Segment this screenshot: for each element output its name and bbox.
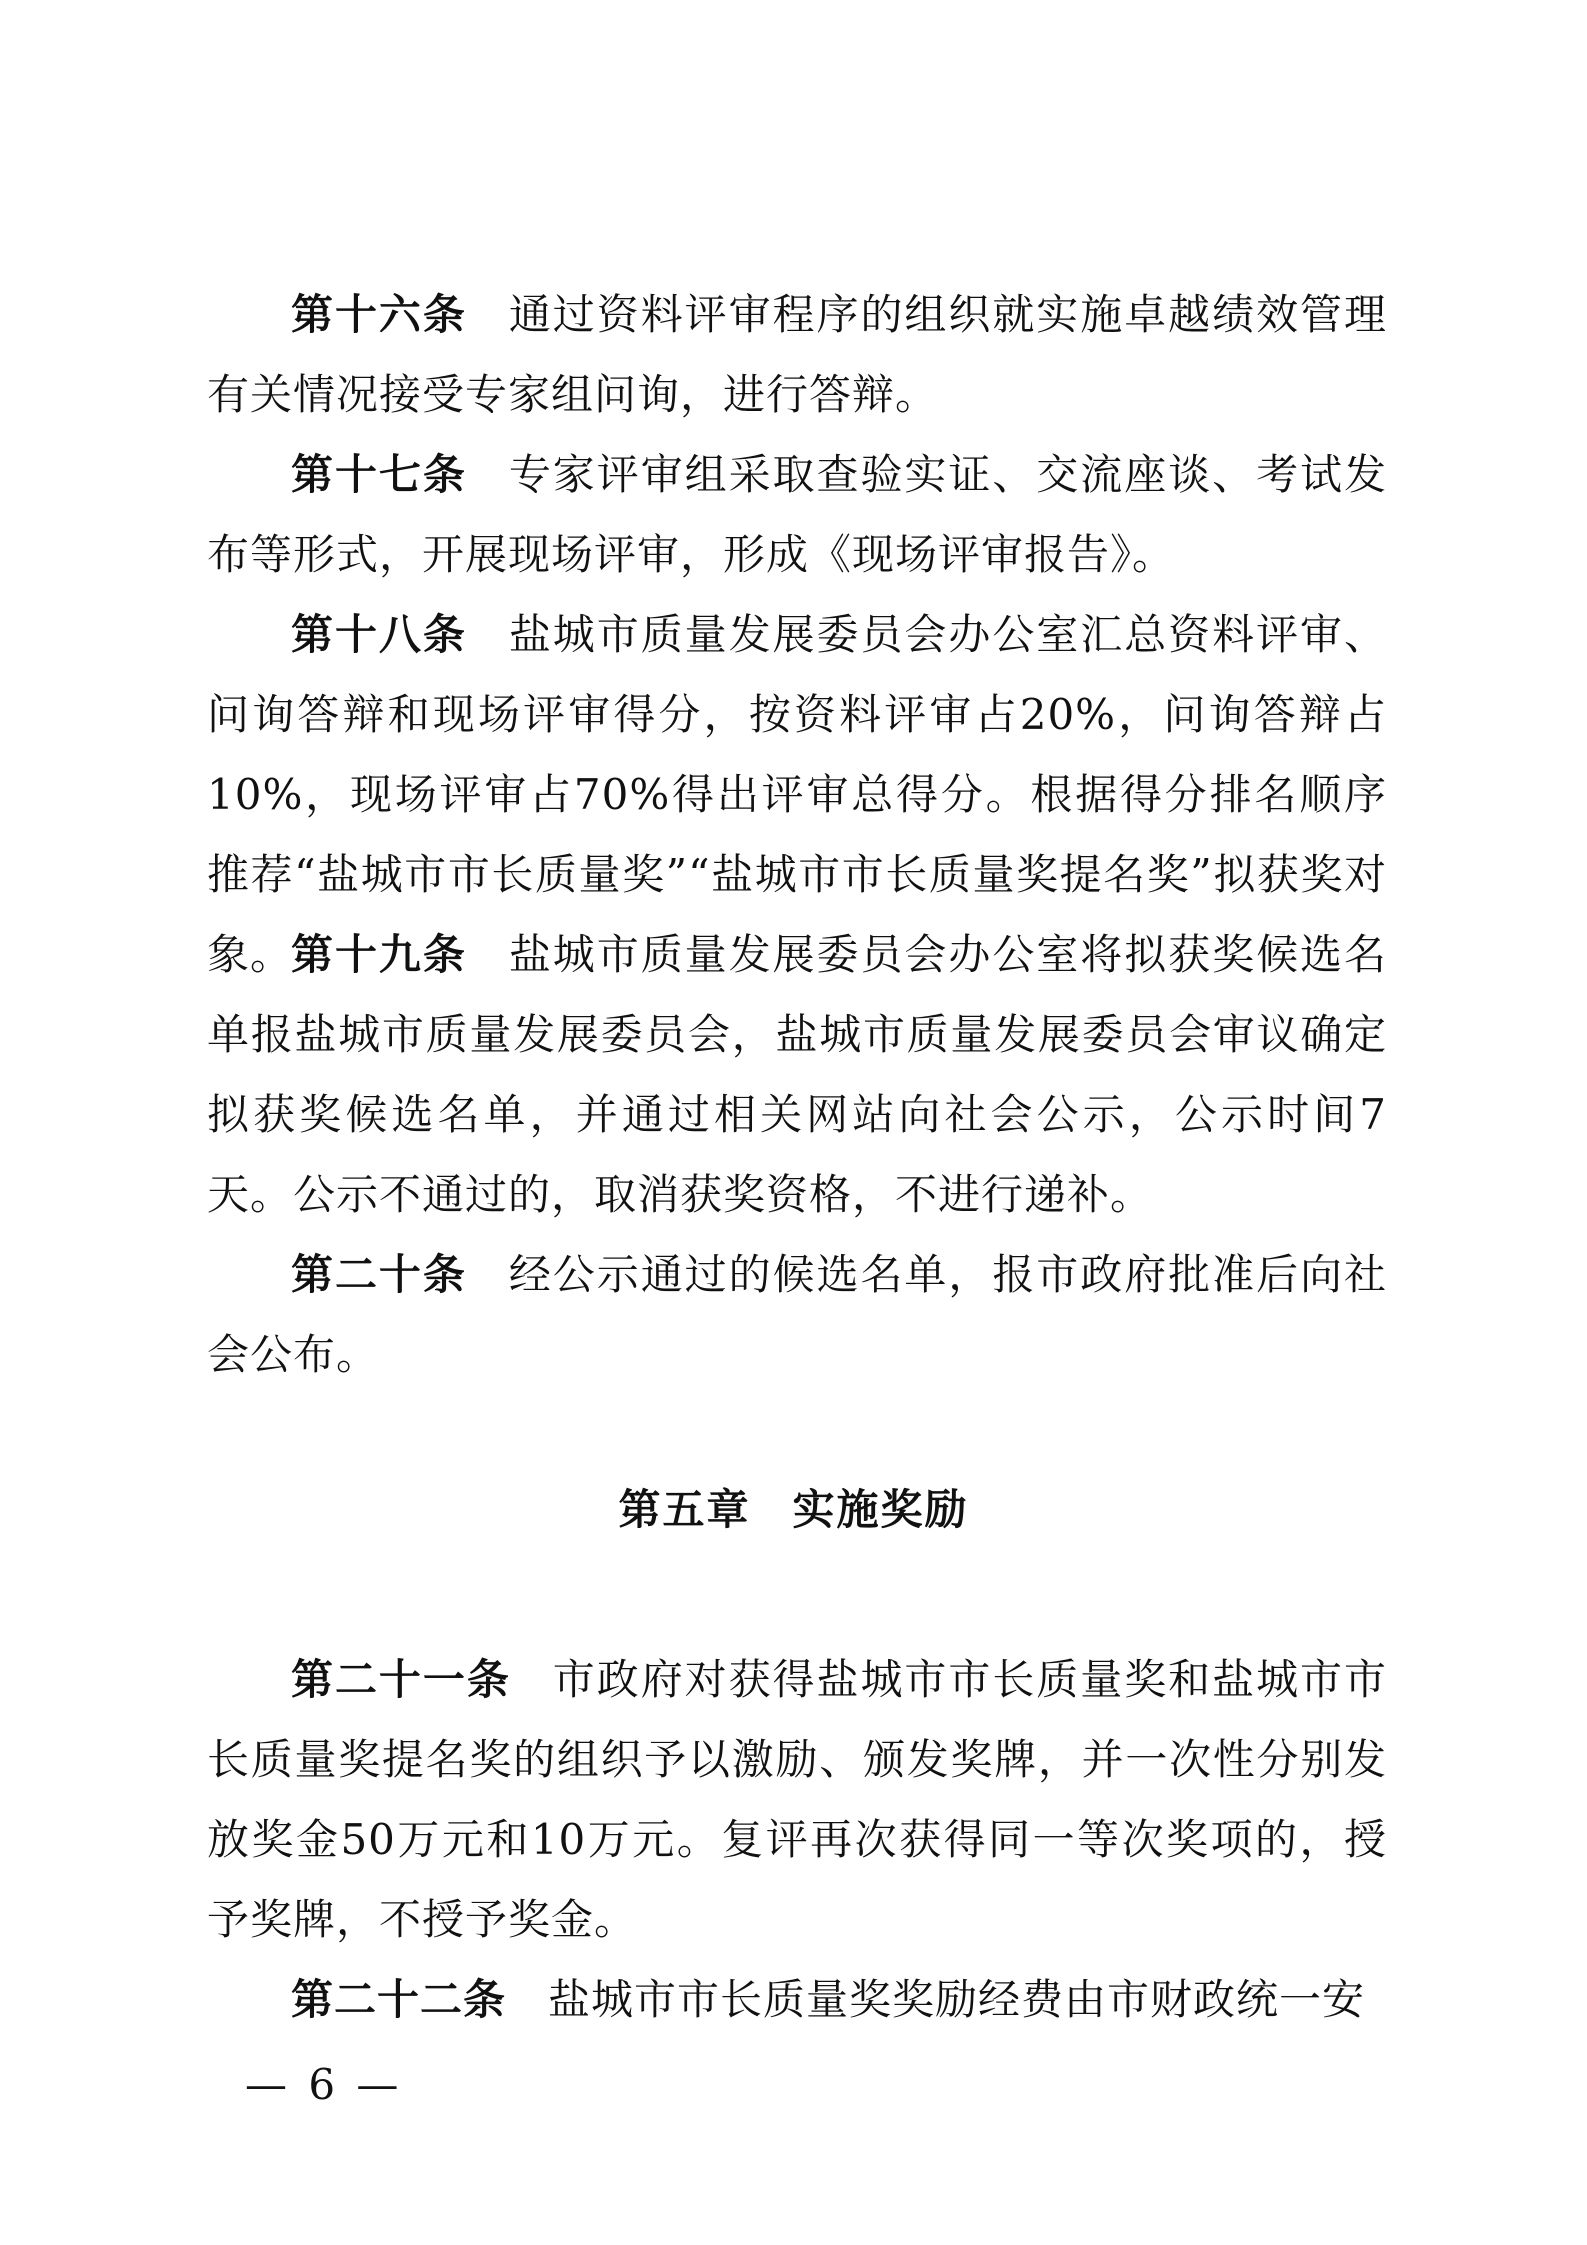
chapter-number: 第五章 bbox=[618, 1485, 751, 1534]
article-number: 第二十一条 bbox=[291, 1655, 511, 1704]
article-number: 第十七条 bbox=[291, 450, 467, 499]
article-19 bbox=[207, 915, 1387, 1235]
chapter-title-text: 实施奖励 bbox=[792, 1485, 969, 1534]
chapter-heading bbox=[0, 1470, 1587, 1550]
article-text: 通过资料评审程序的组织就实施卓越绩效管理有关情况接受专家组问询，进行答辩。 bbox=[207, 290, 1387, 419]
article-text: 经公示通过的候选名单，报市政府批准后向社会公布。 bbox=[207, 1250, 1387, 1379]
article-text: 盐城市质量发展委员会办公室将拟获奖候选名单报盐城市质量发展委员会，盐城市质量发展委员会审议确定拟获奖候选名单，并通过相关网站向社会公示，公示时间7天。公示不通过的，取消获奖资格，不进行递补。 bbox=[207, 930, 1387, 1219]
article-number: 第二十条 bbox=[291, 1250, 467, 1299]
article-text: 盐城市市长质量奖奖励经费由市财政统一安 bbox=[548, 1975, 1366, 2024]
article-17 bbox=[207, 435, 1387, 595]
article-text: 市政府对获得盐城市市长质量奖和盐城市市长质量奖提名奖的组织予以激励、颁发奖牌，并一次性分别发放奖金50万元和10万元。复评再次获得同一等次奖项的，授予奖牌，不授予奖金。 bbox=[207, 1655, 1387, 1944]
article-16 bbox=[207, 275, 1387, 435]
article-20 bbox=[207, 1235, 1387, 1395]
article-number: 第十九条 bbox=[291, 930, 467, 979]
article-number: 第二十二条 bbox=[291, 1975, 507, 2024]
article-text: 专家评审组采取查验实证、交流座谈、考试发布等形式，开展现场评审，形成《现场评审报告》。 bbox=[207, 450, 1387, 579]
article-number: 第十六条 bbox=[291, 290, 467, 339]
article-number: 第十八条 bbox=[291, 610, 467, 659]
page-number: — 6 — bbox=[245, 2060, 403, 2109]
article-22 bbox=[207, 1960, 1387, 2040]
article-21 bbox=[207, 1640, 1387, 1960]
article-text: 盐城市质量发展委员会办公室汇总资料评审、问询答辩和现场评审得分，按资料评审占20%，问询答辩占10%，现场评审占70%得出评审总得分。根据得分排名顺序推荐“盐城市市长质量奖”“盐城市市长质量奖提名奖”拟获奖对象。 bbox=[207, 610, 1387, 979]
